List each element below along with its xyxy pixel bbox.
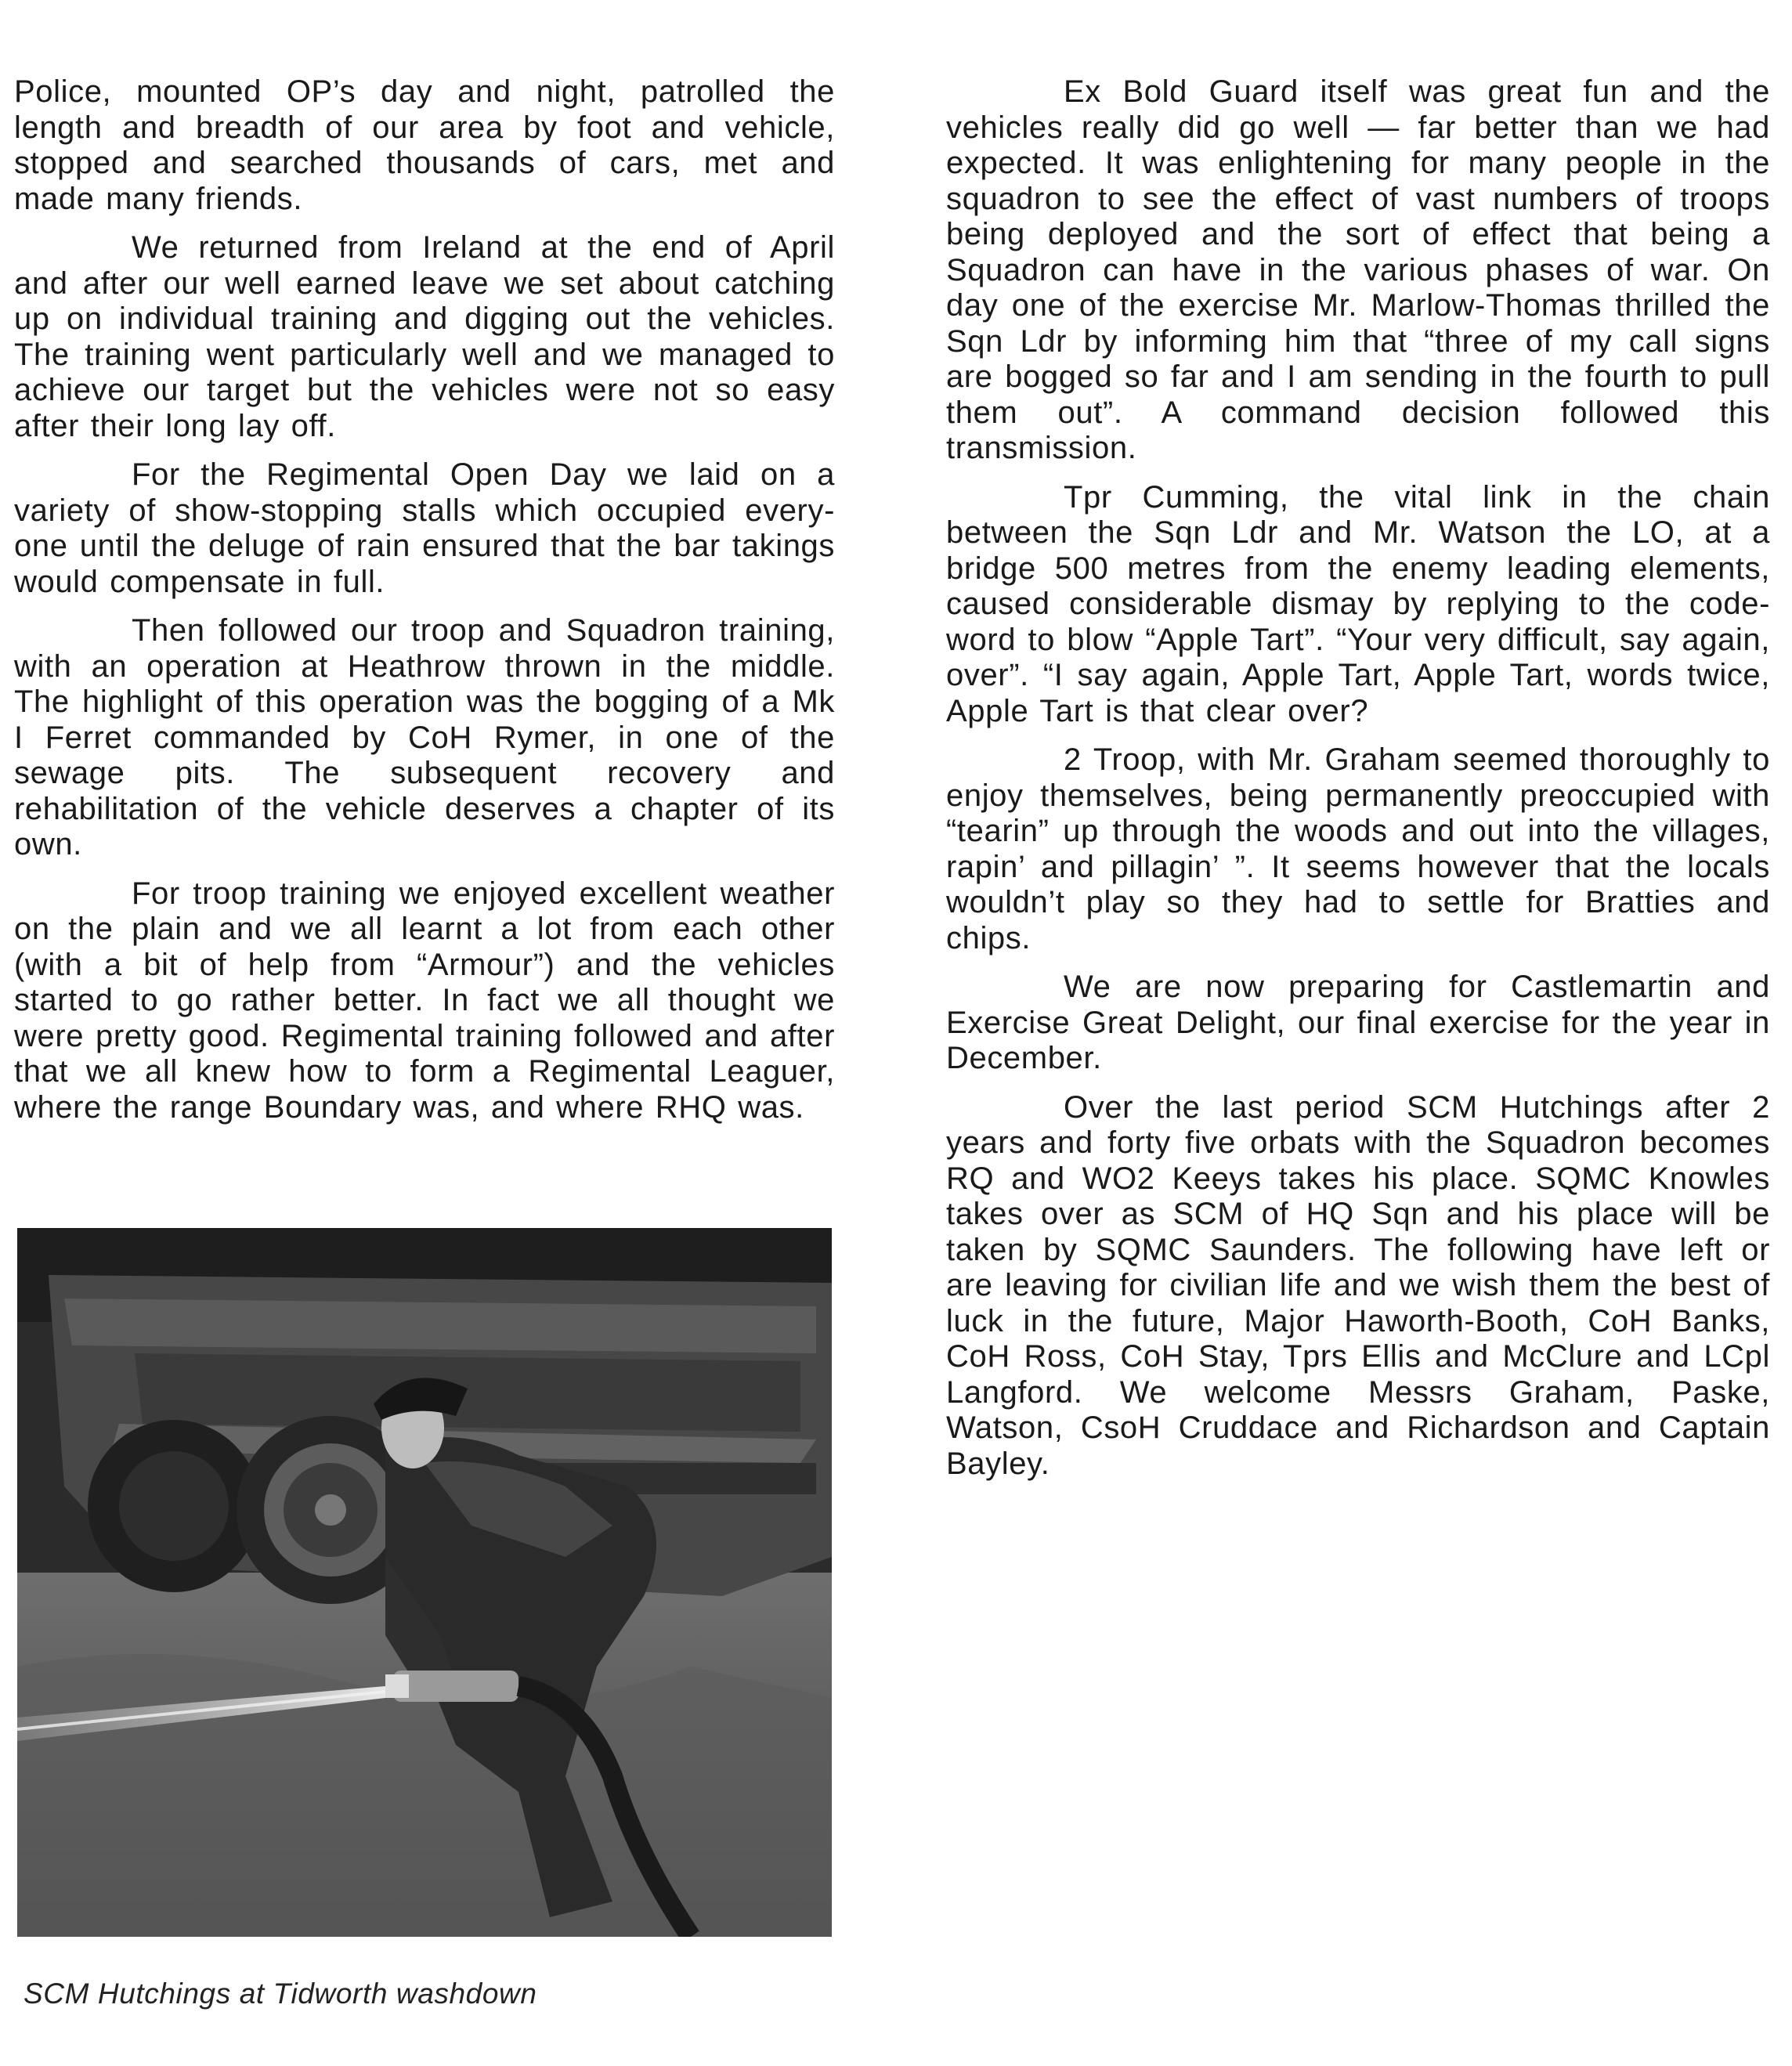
photo-caption: SCM Hutchings at Tidworth washdown (23, 1978, 537, 2010)
right-paragraph-5: Over the last period SCM Hutchings after 2 years and forty five orbats with the Squadron becomes RQ and WO2 Keeys takes his place. SQMC Knowles takes over as SCM of HQ Sqn and his place will be taken by SQMC Saunders. The following have left or are leaving for civilian life and we wish them the best of luck in the future, Major Haworth-Booth, CoH Banks, CoH Ross, CoH Stay, Tprs Ellis and McClure and LCpl Langford. We welcome Messrs Graham, Paske, Watson, CsoH Cruddace and Richardson and Captain Bayley. (946, 1089, 1770, 1481)
left-paragraph-3: For the Regimental Open Day we laid on a variety of show-stopping stalls which occupied every-one until the deluge of rain ensured that the bar takings would compensate in full. (14, 457, 835, 599)
right-paragraph-1: Ex Bold Guard itself was great fun and the vehicles really did go well — far better than we had expected. It was enlightening for many people in the squadron to see the effect of vast numbers of troops being deployed and the sort of effect that being a Squadron can have in the various phases of war. On day one of the exercise Mr. Marlow-Thomas thrilled the Sqn Ldr by informing him that “three of my call signs are bogged so far and I am sending in the fourth to pull them out”. A command decision followed this transmission. (946, 74, 1770, 465)
left-paragraph-4: Then followed our troop and Squadron training, with an operation at Heathrow thrown in the middle. The highlight of this operation was the bogging of a Mk I Ferret commanded by CoH Rymer, in one of the sewage pits. The subsequent recovery and rehabilitation of the vehicle deserves a chapter of its own. (14, 613, 835, 861)
right-paragraph-4: We are now preparing for Castlemartin and Exercise Great Delight, our final exercise for the year in December. (946, 970, 1770, 1075)
photo-illustration (17, 1228, 832, 1937)
right-paragraph-3: 2 Troop, with Mr. Graham seemed thoroughly to enjoy themselves, being permanently preoccupied with “tearin” up through the woods and out into the villages, rapin’ and pillagin’ ”. It seems however that the locals wouldn’t play so they had to settle for Bratties and chips. (946, 742, 1770, 955)
left-paragraph-1: Police, mounted OP’s day and night, patrolled the length and breadth of our area by foot and vehicle, stopped and searched thousands of cars, met and made many friends. (14, 74, 835, 216)
right-column (946, 74, 1770, 1495)
washdown-photo (17, 1228, 832, 1937)
left-paragraph-5: For troop training we enjoyed excellent weather on the plain and we all learnt a lot from each other (with a bit of help from “Armour”) and the vehicles started to go rather better. In fact we all thought we were pretty good. Regimental training followed and after that we all knew how to form a Regimental Leaguer, where the range Boundary was, and where RHQ was. (14, 876, 835, 1125)
left-column (14, 74, 835, 1139)
right-paragraph-2: Tpr Cumming, the vital link in the chain between the Sqn Ldr and Mr. Watson the LO, at a bridge 500 metres from the enemy leading elements, caused considerable dismay by replying to the code-word to blow “Apple Tart”. “Your very difficult, say again, over”. “I say again, Apple Tart, Apple Tart, words twice, Apple Tart is that clear over? (946, 479, 1770, 728)
left-paragraph-2: We returned from Ireland at the end of April and after our well earned leave we set about catching up on individual training and digging out the vehicles. The training went particularly well and we managed to achieve our target but the vehicles were not so easy after their long lay off. (14, 230, 835, 443)
